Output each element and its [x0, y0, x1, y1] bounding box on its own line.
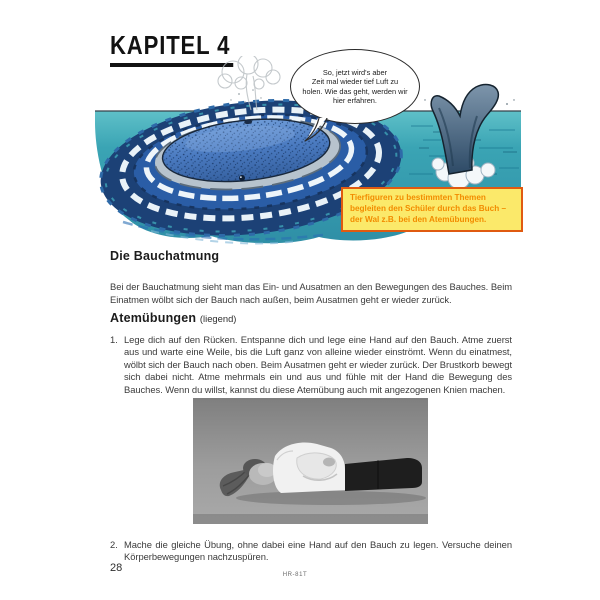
chapter-title: KAPITEL 4	[110, 30, 234, 67]
footer-code: HR-81T	[282, 572, 308, 578]
section-heading-bauchatmung: Die Bauchatmung	[110, 249, 220, 263]
list-text: Lege dich auf den Rücken. Entspanne dich und lege eine Hand auf den Bauch. Atme zuerst aus und warte eine Weile, bis die Luft ganz von alleine wieder einströmt. Wenn du einatmest, wölbt sich der Bauch nach oben. Beim Ausatmen geht er wieder zurück. Der Brustkorb bewegt sich dabei nicht. Atme mehrmals ein und aus und fühle mit der Hand die Bewegung des Bauches. Wenn du willst, kannst du diese Atemübung auch mit angezogenen Knien machen.	[124, 334, 512, 395]
speech-bubble-line: hier erfahren.	[333, 95, 377, 105]
list-item-1	[110, 334, 512, 396]
list-item-2	[110, 539, 512, 564]
pants	[345, 458, 422, 491]
hand	[323, 458, 335, 467]
callout-line: begleiten den Schüler durch das Buch –	[350, 203, 507, 213]
page-number: 28	[110, 562, 123, 574]
speech-bubble-line: holen. Wie das geht, werden wir	[302, 86, 408, 96]
photo-child-lying	[193, 398, 428, 524]
callout-box	[341, 187, 523, 232]
speech-bubble	[290, 49, 420, 124]
speech-bubble-tail	[303, 118, 333, 144]
callout-line: der Wal z.B. bei den Atemübungen.	[350, 214, 487, 224]
heading-main: Atemübungen	[110, 311, 197, 325]
list-number: 2.	[110, 539, 118, 550]
callout-line: Tierfiguren zu bestimmten Themen	[350, 193, 486, 202]
heading-suffix: (liegend)	[199, 313, 237, 324]
body-shadow	[236, 491, 426, 505]
speech-bubble-line: Zeit mal wieder tief Luft zu	[311, 77, 399, 87]
section-heading-atemuebungen	[110, 311, 236, 325]
list-number: 1.	[110, 334, 118, 345]
speech-bubble-line: So, jetzt wird's aber	[322, 67, 388, 77]
paragraph-bauchatmung: Bei der Bauchatmung sieht man das Ein- und Ausatmen an den Bewegungen des Bauches. Beim Einatmen wölbt sich der Bauch nach außen, beim Ausatmen geht er wieder zurück.	[110, 281, 512, 305]
list-text: Mache die gleiche Übung, ohne dabei eine Hand auf den Bauch zu legen. Versuche deinen Körperbewegungen nachzuspüren.	[124, 539, 512, 563]
